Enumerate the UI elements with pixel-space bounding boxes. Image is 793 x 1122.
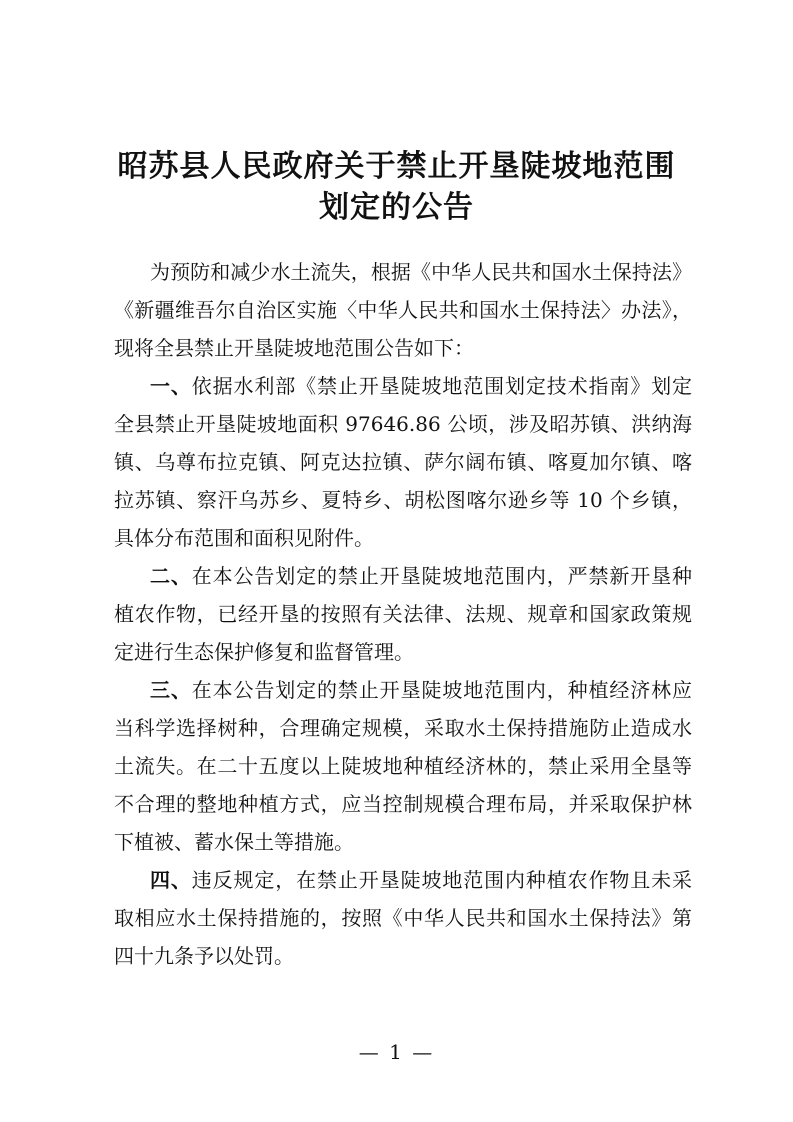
section-3-line-3: 土流失。在二十五度以上陡坡地种植经济林的，禁止采用全垦等: [114, 754, 692, 778]
section-1-line-2: 全县禁止开垦陡坡地面积 97646.86 公顷，涉及昭苏镇、洪纳海: [114, 412, 692, 436]
section-4-text: 违反规定，在禁止开垦陡坡地范围内种植农作物且未采: [191, 868, 693, 892]
section-1-line-5: 具体分布范围和面积见附件。: [114, 526, 374, 550]
section-1-lead: 一、: [150, 374, 192, 398]
intro-line-1: 为预防和减少水土流失，根据《中华人民共和国水土保持法》: [150, 260, 692, 284]
section-2-line-2: 植农作物，已经开垦的按照有关法律、法规、规章和国家政策规: [114, 602, 692, 626]
document-title-line-1: 昭苏县人民政府关于禁止开垦陡坡地范围: [117, 149, 676, 184]
section-2-line-3: 定进行生态保护修复和监督管理。: [114, 640, 414, 664]
section-1-line-1: [150, 368, 692, 404]
section-4-lead: 四、: [150, 868, 192, 892]
intro-line-2: 《新疆维吾尔自治区实施〈中华人民共和国水土保持法〉办法》，: [114, 298, 692, 322]
page-number: — 1 —: [358, 1040, 435, 1064]
section-1-line-4: 拉苏镇、察汗乌苏乡、夏特乡、胡松图喀尔逊乡等 10 个乡镇，: [114, 488, 692, 512]
section-3-text: 在本公告划定的禁止开垦陡坡地范围内，种植经济林应: [191, 678, 693, 702]
section-1-text: 依据水利部《禁止开垦陡坡地范围划定技术指南》划定: [191, 374, 693, 398]
section-4-line-3: 四十九条予以处罚。: [114, 944, 294, 968]
section-3-line-4: 不合理的整地种植方式，应当控制规模合理布局，并采取保护林: [114, 792, 692, 816]
section-4-line-1: [150, 862, 692, 898]
section-2-lead: 二、: [150, 564, 192, 588]
section-3-line-2: 当科学选择树种，合理确定规模，采取水土保持措施防止造成水: [114, 716, 692, 740]
section-3-lead: 三、: [150, 678, 192, 702]
section-4-line-2: 取相应水土保持措施的，按照《中华人民共和国水土保持法》第: [114, 906, 692, 930]
section-3-line-1: [150, 672, 692, 708]
document-title-line-2: 划定的公告: [319, 190, 474, 225]
section-2-text: 在本公告划定的禁止开垦陡坡地范围内，严禁新开垦种: [191, 564, 693, 588]
section-3-line-5: 下植被、蓄水保土等措施。: [114, 830, 354, 854]
section-1-line-3: 镇、乌尊布拉克镇、阿克达拉镇、萨尔阔布镇、喀夏加尔镇、喀: [114, 450, 692, 474]
section-2-line-1: [150, 558, 692, 594]
intro-line-3: 现将全县禁止开垦陡坡地范围公告如下：: [114, 336, 474, 360]
